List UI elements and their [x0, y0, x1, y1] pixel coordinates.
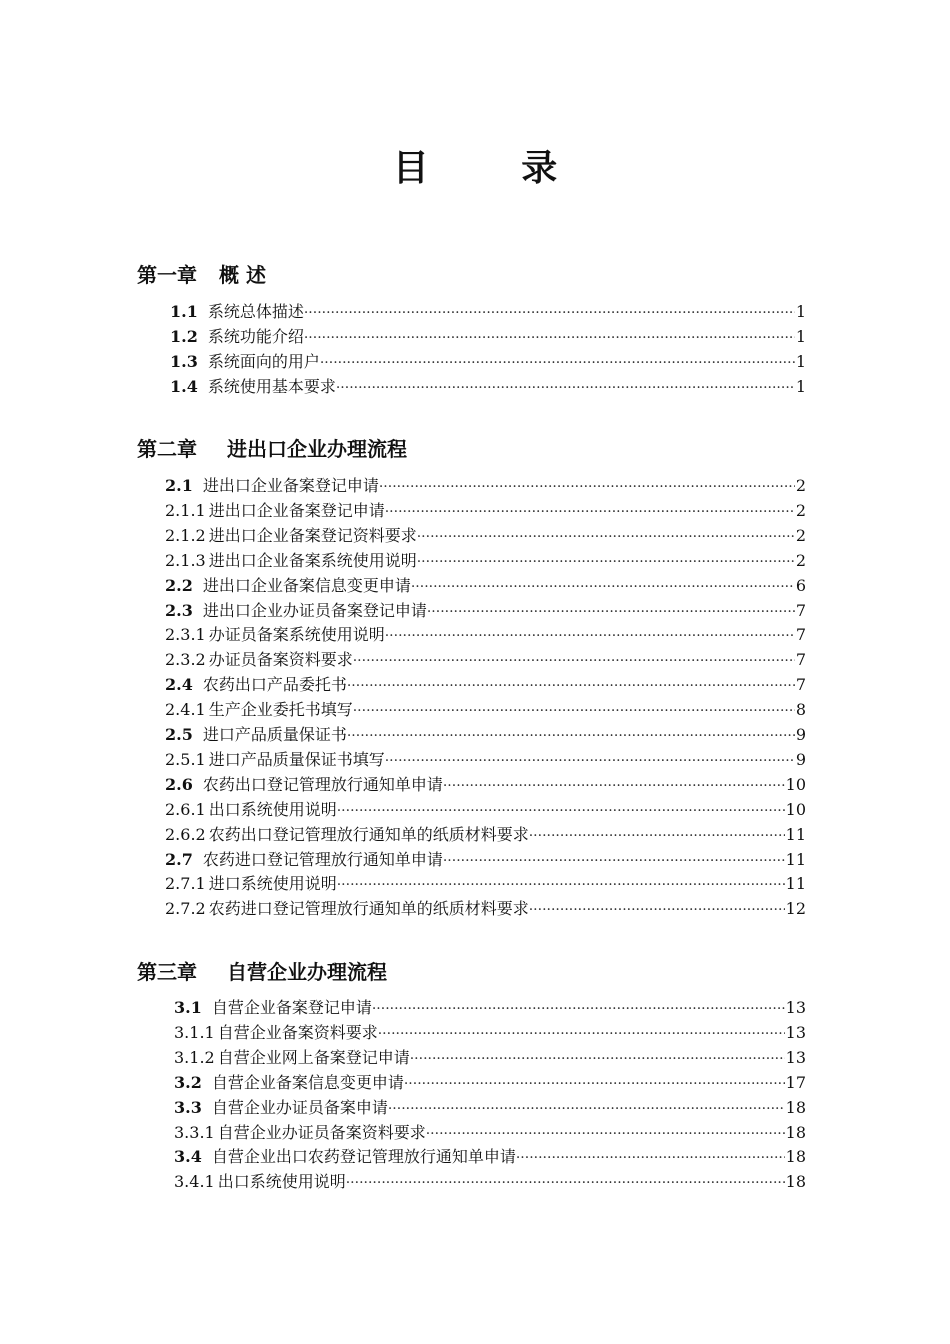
entry-number: 2.1.1 — [165, 500, 206, 520]
entry-label: 进出口企业备案登记资料要求 — [208, 525, 417, 545]
dot-leader — [337, 872, 785, 898]
dot-leader — [529, 897, 785, 923]
toc-entry[interactable] — [165, 499, 806, 524]
dot-leader — [347, 723, 795, 749]
page-title: 目 录 — [392, 147, 598, 189]
entry-page-number: 18 — [785, 1147, 806, 1167]
entry-page-number: 13 — [785, 1047, 806, 1067]
chapter-number: 第三章 — [137, 960, 197, 984]
dot-leader — [388, 1096, 785, 1122]
entry-label: 自营企业备案信息变更申请 — [211, 1072, 404, 1092]
entry-page-number: 11 — [785, 849, 806, 869]
toc-entry[interactable] — [174, 1145, 806, 1170]
entry-page-number: 18 — [785, 1122, 806, 1142]
dot-leader — [372, 996, 785, 1022]
entry-number: 3.3 — [174, 1097, 202, 1117]
entry-label: 系统面向的用户 — [207, 351, 320, 371]
entry-page-number: 1 — [795, 302, 806, 321]
entry-label: 自营企业备案登记申请 — [211, 998, 372, 1017]
entry-label: 生产企业委托书填写 — [208, 700, 353, 720]
entry-number: 3.2 — [174, 1072, 202, 1092]
dot-leader — [417, 549, 795, 575]
dot-leader — [353, 698, 795, 724]
entry-label: 进出口企业备案信息变更申请 — [202, 575, 411, 595]
entry-number: 2.7.2 — [165, 899, 206, 919]
entry-label: 办证员备案系统使用说明 — [208, 625, 385, 645]
toc-entry[interactable] — [165, 723, 806, 748]
entry-number: 2.1.2 — [165, 525, 206, 545]
entry-label: 进口产品质量保证书 — [202, 725, 347, 744]
chapter-heading — [137, 436, 407, 462]
dot-leader — [353, 648, 795, 674]
entry-number: 1.2 — [170, 326, 198, 346]
entry-number: 2.3.1 — [165, 625, 206, 645]
entry-label: 自营企业网上备案登记申请 — [217, 1047, 410, 1067]
entry-number: 3.1.2 — [174, 1047, 215, 1067]
entry-page-number: 18 — [785, 1097, 806, 1117]
entry-label: 农药进口登记管理放行通知单的纸质材料要求 — [208, 899, 529, 919]
entry-page-number: 10 — [785, 774, 806, 794]
toc-entry[interactable] — [174, 1021, 806, 1046]
entry-page-number: 7 — [795, 675, 806, 695]
toc-entry[interactable] — [165, 823, 806, 848]
chapter-number: 第一章 — [137, 263, 197, 287]
entry-label: 进口产品质量保证书填写 — [208, 749, 385, 769]
dot-leader — [427, 599, 795, 625]
entry-label: 自营企业办证员备案申请 — [211, 1097, 388, 1117]
entry-number: 1.1 — [170, 302, 198, 321]
dot-leader — [378, 1021, 785, 1047]
toc-entry[interactable] — [165, 872, 806, 897]
entry-page-number: 1 — [795, 351, 806, 371]
entry-page-number: 1 — [795, 376, 806, 396]
dot-leader — [516, 1145, 785, 1171]
chapter-title: 自营企业办理流程 — [227, 960, 387, 984]
entry-number: 2.4 — [165, 675, 193, 695]
entry-label: 自营企业出口农药登记管理放行通知单申请 — [211, 1147, 516, 1167]
entry-page-number: 12 — [785, 899, 806, 919]
entry-label: 系统总体描述 — [207, 302, 304, 321]
dot-leader — [304, 300, 795, 326]
dot-leader — [411, 574, 795, 600]
toc-entry[interactable] — [165, 798, 806, 823]
entry-page-number: 11 — [785, 874, 806, 894]
entry-label: 进出口企业办证员备案登记申请 — [202, 600, 427, 620]
toc-entry[interactable] — [165, 897, 806, 922]
chapter-heading — [137, 959, 387, 985]
entry-page-number: 13 — [785, 998, 806, 1017]
entry-label: 系统功能介绍 — [207, 326, 304, 346]
toc-entry[interactable] — [165, 698, 806, 723]
entry-page-number: 2 — [795, 476, 806, 495]
dot-leader — [304, 325, 795, 351]
entry-page-number: 9 — [795, 749, 806, 769]
dot-leader — [336, 375, 795, 401]
entry-number: 2.7 — [165, 849, 193, 869]
chapter-title: 进出口企业办理流程 — [227, 437, 407, 461]
toc-entry[interactable] — [165, 524, 806, 549]
dot-leader — [443, 773, 785, 799]
entry-page-number: 11 — [785, 824, 806, 844]
entry-page-number: 2 — [795, 550, 806, 570]
entry-label: 农药出口登记管理放行通知单的纸质材料要求 — [208, 824, 529, 844]
entry-number: 3.1 — [174, 998, 202, 1017]
entry-label: 办证员备案资料要求 — [208, 650, 353, 670]
dot-leader — [410, 1046, 785, 1072]
entry-label: 农药出口产品委托书 — [202, 675, 347, 695]
entry-number: 2.5 — [165, 725, 193, 744]
entry-label: 进口系统使用说明 — [208, 874, 337, 894]
entry-number: 2.3 — [165, 600, 193, 620]
entry-page-number: 7 — [795, 600, 806, 620]
chapter-title: 概 述 — [219, 263, 266, 287]
entry-number: 2.3.2 — [165, 650, 206, 670]
entry-number: 2.1.3 — [165, 550, 206, 570]
entry-number: 2.7.1 — [165, 874, 206, 894]
entry-page-number: 8 — [795, 700, 806, 720]
entry-page-number: 10 — [785, 799, 806, 819]
toc-entry[interactable] — [165, 549, 806, 574]
entry-number: 1.3 — [170, 351, 198, 371]
dot-leader — [385, 499, 795, 525]
entry-label: 进出口企业备案登记申请 — [208, 500, 385, 520]
entry-number: 2.1 — [165, 476, 193, 495]
dot-leader — [385, 623, 795, 649]
entry-number: 3.1.1 — [174, 1022, 215, 1042]
dot-leader — [417, 524, 795, 550]
dot-leader — [529, 823, 785, 849]
toc-entry[interactable] — [165, 574, 806, 599]
entry-page-number: 7 — [795, 650, 806, 670]
dot-leader — [337, 798, 785, 824]
toc-entry[interactable] — [165, 773, 806, 798]
entry-label: 农药进口登记管理放行通知单申请 — [202, 849, 443, 869]
chapter-number: 第二章 — [137, 437, 197, 461]
entry-page-number: 7 — [795, 625, 806, 645]
entry-page-number: 2 — [795, 500, 806, 520]
chapter-heading — [137, 262, 266, 288]
entry-page-number: 9 — [795, 725, 806, 744]
entry-page-number: 13 — [785, 1022, 806, 1042]
entry-number: 2.6 — [165, 774, 193, 794]
dot-leader — [346, 1170, 785, 1196]
entry-label: 农药出口登记管理放行通知单申请 — [202, 774, 443, 794]
dot-leader — [385, 748, 795, 774]
entry-number: 2.6.2 — [165, 824, 206, 844]
toc-entry[interactable] — [165, 623, 806, 648]
dot-leader — [347, 673, 795, 699]
toc-entry[interactable] — [174, 1046, 806, 1071]
entry-number: 3.4 — [174, 1147, 202, 1167]
entry-number: 2.6.1 — [165, 799, 206, 819]
entry-number: 1.4 — [170, 376, 198, 396]
entry-number: 2.5.1 — [165, 749, 206, 769]
toc-entry[interactable] — [170, 350, 806, 375]
dot-leader — [379, 474, 795, 500]
toc-entry[interactable] — [170, 325, 806, 350]
dot-leader — [443, 848, 785, 874]
entry-label: 自营企业办证员备案资料要求 — [217, 1122, 426, 1142]
entry-label: 出口系统使用说明 — [217, 1172, 346, 1192]
toc-entry[interactable] — [165, 474, 806, 499]
toc-entry[interactable] — [165, 648, 806, 673]
entry-label: 自营企业备案资料要求 — [217, 1022, 378, 1042]
entry-number: 3.4.1 — [174, 1172, 215, 1192]
toc-entry[interactable] — [174, 1096, 806, 1121]
toc-entry[interactable] — [174, 996, 806, 1021]
entry-page-number: 18 — [785, 1172, 806, 1192]
toc-entry[interactable] — [165, 848, 806, 873]
toc-entry[interactable] — [170, 300, 806, 325]
entry-page-number: 2 — [795, 525, 806, 545]
toc-entry[interactable] — [174, 1170, 806, 1195]
dot-leader — [404, 1071, 785, 1097]
toc-entry[interactable] — [170, 375, 806, 400]
entry-number: 3.3.1 — [174, 1122, 215, 1142]
entry-page-number: 17 — [785, 1072, 806, 1092]
entry-number: 2.4.1 — [165, 700, 206, 720]
entry-label: 进出口企业备案系统使用说明 — [208, 550, 417, 570]
toc-entry[interactable] — [174, 1121, 806, 1146]
dot-leader — [320, 350, 795, 376]
entry-label: 出口系统使用说明 — [208, 799, 337, 819]
entry-page-number: 6 — [795, 575, 806, 595]
toc-entry[interactable] — [165, 673, 806, 698]
entry-number: 2.2 — [165, 575, 193, 595]
toc-entry[interactable] — [165, 599, 806, 624]
toc-entry[interactable] — [165, 748, 806, 773]
entry-page-number: 1 — [795, 326, 806, 346]
entry-label: 系统使用基本要求 — [207, 376, 336, 396]
dot-leader — [426, 1121, 785, 1147]
toc-entry[interactable] — [174, 1071, 806, 1096]
entry-label: 进出口企业备案登记申请 — [202, 476, 379, 495]
